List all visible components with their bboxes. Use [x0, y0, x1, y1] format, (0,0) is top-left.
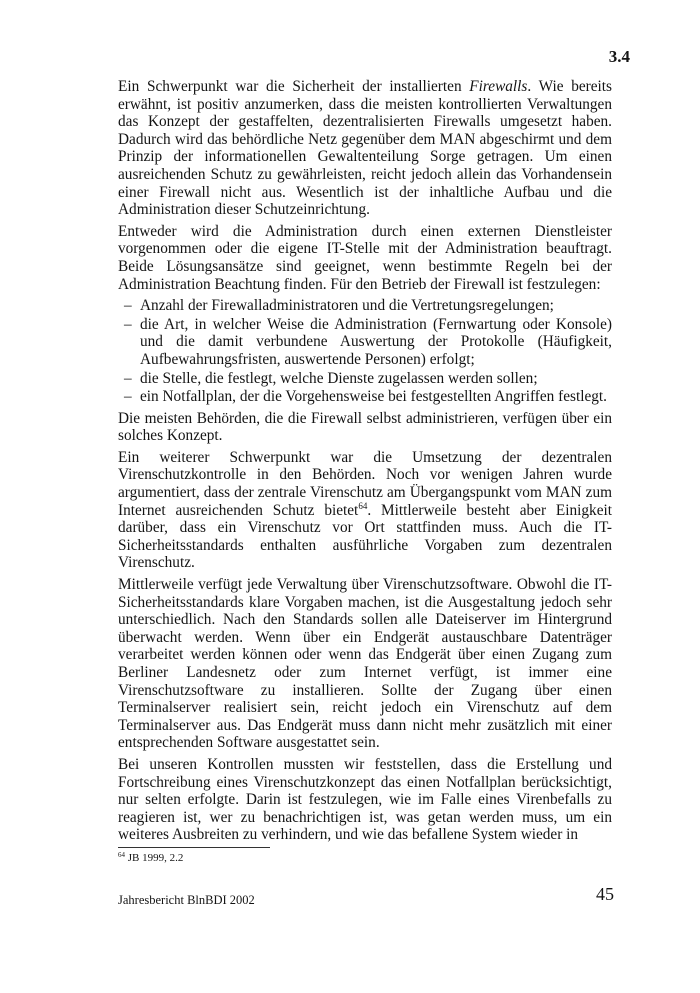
list-item-text: ein Notfallplan, der die Vorgehensweise bei festgestellten Angriffen festlegt. — [140, 388, 607, 406]
paragraph-virus-protection — [118, 449, 612, 572]
paragraph-firewalls — [118, 78, 612, 219]
paragraph-administration: Entweder wird die Administration durch einen externen Dienstleister vorgenommen oder die eigene IT-Stelle mit der Administration beauftragt. Beide Lösungsansätze sind geeignet, wenn bestimmte Regeln bei der Administration Beachtung finden. Für den Betrieb der Firewall ist festzulegen: — [118, 222, 612, 293]
footnote-number: 64 — [118, 851, 125, 859]
paragraph-text: Ein Schwerpunkt war die Sicherheit der installierten — [118, 78, 470, 95]
list-item-text: die Art, in welcher Weise die Administration (Fernwartung oder Konsole) und die damit verbundene Auswertung der Protokolle (Häufigkeit, Aufbewahrungsfristen, auswertende Personen) erfolgt; — [140, 315, 612, 368]
list-item — [118, 370, 612, 388]
paragraph-virus-concept: Bei unseren Kontrollen mussten wir feststellen, dass die Erstellung und Fortschreibung eines Virenschutzkonzept das einen Notfallplan berücksichtigt, nur selten erfolgte. Darin ist festzulegen, wie im Falle eines Virenbefalls zu reagieren ist, wer zu benachrichtigen ist, was getan werden muss, um ein weiteres Ausbreiten zu verhindern, und wie das befallene System wieder in — [118, 755, 612, 844]
paragraph-virus-software: Mittlerweile verfügt jede Verwaltung über Virenschutzsoftware. Obwohl die IT-Sicherheitsstandards klare Vorgaben machen, ist die Ausgestaltung jedoch sehr unterschiedlich. Nach den Standards sollen alle Dateiserver im Hintergrund überwacht werden. Wenn über ein Endgerät austauschbare Datenträger verarbeitet werden können oder wenn das Endgerät über einen Zugang zum Berliner Landesnetz oder zum Internet verfügt, ist immer eine Virenschutzsoftware zu installieren. Sollte der Zugang über einen Terminalserver realisiert sein, reicht jedoch ein Virenschutz auf dem Terminalserver aus. Das Endgerät muss dann nicht mehr zusätzlich mit einer entsprechenden Software ausgestattet sein. — [118, 576, 612, 752]
footnote-reference: 64 — [358, 500, 368, 511]
page-number: 45 — [596, 884, 614, 904]
paragraph-concept: Die meisten Behörden, die die Firewall selbst administrieren, verfügen über ein solches Konzept. — [118, 409, 612, 445]
list-item — [118, 316, 612, 369]
report-title-footer: Jahresbericht BlnBDI 2002 — [118, 893, 255, 907]
paragraph-text: . Wie bereits erwähnt, ist positiv anzumerken, dass die meisten kontrollierten Verwaltungen das Konzept der gestaffelten, dezentralisierten Firewalls umgesetzt haben. Dadurch wird das behördliche Netz gegenüber dem MAN abgeschirmt und dem Prinzip der informationellen Gewaltenteilung Sorge getragen. Um einen ausreichenden Schutz zu gewährleisten, reicht jedoch allein das Vorhandensein einer Firewall nicht aus. Wesentlich ist der inhaltliche Aufbau und die Administration dieser Schutzeinrichtung. — [118, 78, 612, 219]
list-item — [118, 297, 612, 315]
section-number: 3.4 — [608, 47, 630, 66]
footnote-separator — [118, 847, 270, 848]
emphasis-firewalls: Firewalls — [469, 78, 528, 95]
list-item-text: die Stelle, die festlegt, welche Dienste zugelassen werden sollen; — [140, 369, 538, 387]
paragraph-text: . Mittlerweile besteht aber Einigkeit darüber, dass ein Virenschutz vor Ort stattfinden muss. Auch die IT-Sicherheitsstandards enthalten ausführliche Vorgaben zum dezentralen Virenschutz. — [118, 501, 612, 572]
list-dash: – — [124, 297, 132, 315]
requirements-list — [118, 297, 612, 406]
list-dash: – — [124, 315, 132, 333]
list-item — [118, 388, 612, 406]
footnote — [118, 852, 183, 864]
list-dash: – — [124, 369, 132, 387]
list-item-text: Anzahl der Firewalladministratoren und die Vertretungsregelungen; — [140, 297, 554, 315]
paragraph-text: Ein weiterer Schwerpunkt war die Umsetzung der dezentralen Virenschutzkontrolle in den Behörden. Noch vor wenigen Jahren wurde argumentiert, dass der zentrale Virenschutz am Übergangspunkt vom MAN zum Internet ausreichenden Schutz bietet — [118, 448, 612, 519]
footnote-text: JB 1999, 2.2 — [125, 852, 184, 864]
body-text — [118, 78, 612, 848]
list-dash: – — [124, 388, 132, 406]
